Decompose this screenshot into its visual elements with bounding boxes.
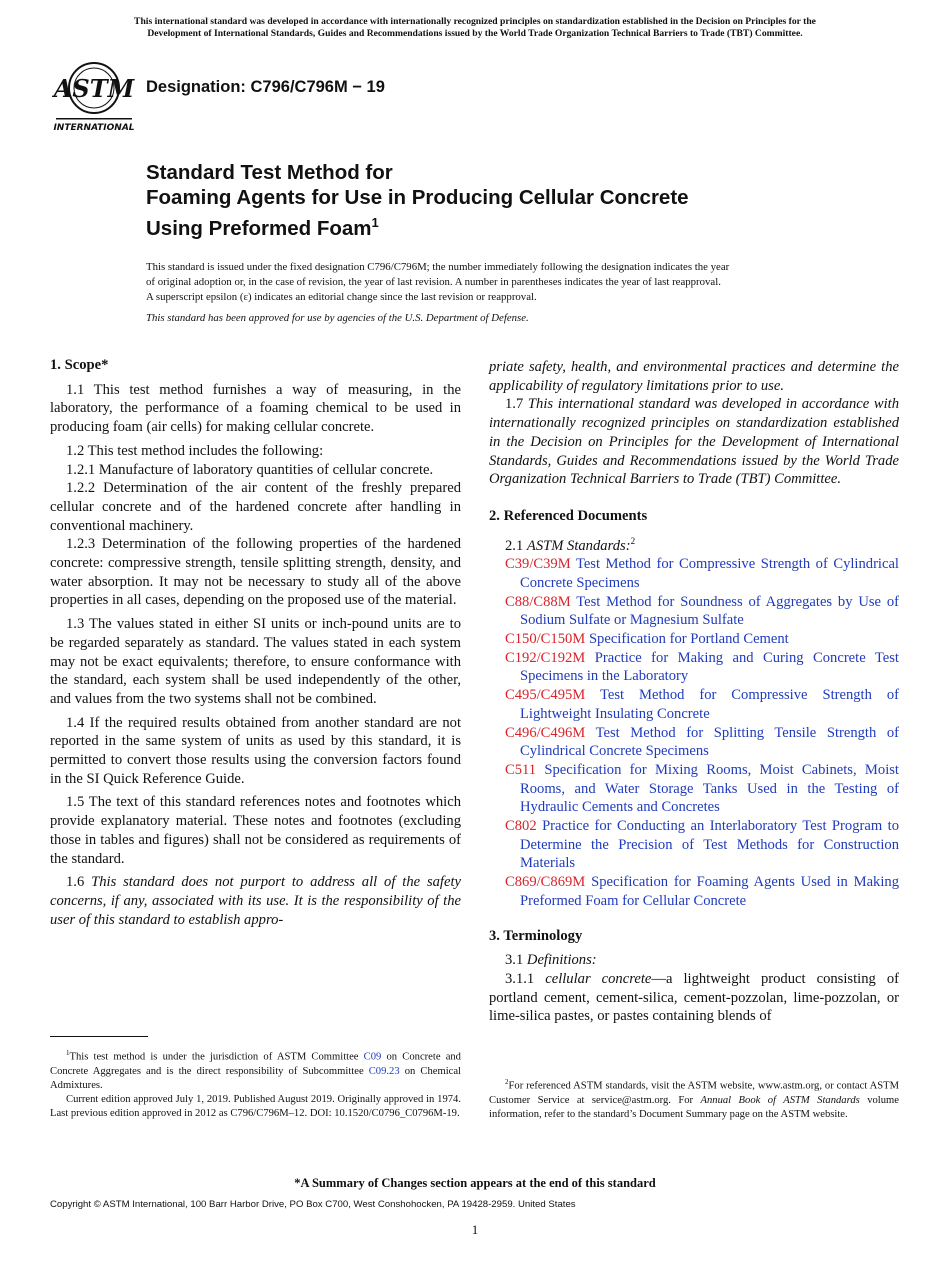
astm-logo bbox=[52, 58, 136, 134]
footnote-1-text-c: on Chemical Admixtures. bbox=[50, 1065, 461, 1091]
reference-item bbox=[489, 873, 899, 910]
reference-title-link[interactable]: Practice for Conducting an Interlaboratory Test Program to Determine the Precision of Test Methods for Construction Materials bbox=[520, 818, 899, 872]
issuance-note-line3: A superscript epsilon (ε) indicates an editorial change since the last revision or reapproval. bbox=[146, 291, 537, 303]
para-2-1-footnote-marker: 2 bbox=[630, 535, 636, 546]
para-1-5: 1.5 The text of this standard references notes and footnotes which provide explanatory material. These notes and footnotes (excluding those in tables and figures) shall not be considered as requirements of the standard. bbox=[50, 794, 461, 867]
issuance-note-line1: This standard is issued under the fixed designation C796/C796M; the number immediately following the designation indicates the year bbox=[146, 261, 730, 273]
reference-code-link[interactable]: C495/C495M bbox=[505, 687, 586, 704]
reference-code-link[interactable]: C869/C869M bbox=[505, 874, 586, 891]
reference-item bbox=[489, 593, 899, 630]
para-1-6-text: This standard does not purport to address all of the safety concerns, if any, associated with its use. It is the responsibility of the user of this standard to establish appro- bbox=[50, 874, 461, 928]
right-column bbox=[489, 358, 899, 1026]
committee-c09-link[interactable]: C09 bbox=[363, 1051, 382, 1063]
tbt-notice-line1: This international standard was developed in accordance with internationally recognized principles on standardization established in the Decision on Principles for the bbox=[134, 16, 816, 27]
reference-title-link[interactable]: Test Method for Compressive Strength of Lightweight Insulating Concrete bbox=[520, 687, 900, 722]
para-2-1-number: 2.1 bbox=[505, 537, 524, 554]
reference-title-link[interactable]: Specification for Mixing Rooms, Moist Cabinets, Moist Rooms, and Water Storage Tanks Used in the Testing of Hydraulic Cements and Concretes bbox=[520, 761, 899, 816]
svg-text:INTERNATIONAL: INTERNATIONAL bbox=[53, 123, 135, 133]
dod-approval-note: This standard has been approved for use by agencies of the U.S. Department of Defense. bbox=[146, 312, 529, 324]
section-2-heading: 2. Referenced Documents bbox=[489, 507, 648, 524]
para-1-2: 1.2 This test method includes the following: bbox=[66, 442, 324, 459]
reference-code-link[interactable]: C88/C88M bbox=[505, 593, 571, 610]
reference-code-link[interactable]: C150/C150M bbox=[505, 631, 586, 647]
footnote-2-text-b: volume information, refer to the standard’s Document Summary page on the ASTM website. bbox=[489, 1094, 899, 1120]
para-1-2-1: 1.2.1 Manufacture of laboratory quantities of cellular concrete. bbox=[66, 461, 434, 478]
referenced-standards-list bbox=[489, 555, 899, 910]
para-1-6 bbox=[50, 873, 461, 929]
reference-item bbox=[489, 630, 899, 649]
footnote-rule-left bbox=[50, 1036, 148, 1037]
para-2-1 bbox=[489, 532, 899, 556]
para-3-1-number: 3.1 bbox=[505, 952, 524, 969]
reference-item bbox=[489, 649, 899, 686]
section-3-heading: 3. Terminology bbox=[489, 927, 583, 944]
reference-title-link[interactable]: Test Method for Soundness of Aggregates by Use of Sodium Sulfate or Magnesium Sulfate bbox=[520, 593, 899, 629]
reference-item bbox=[489, 761, 899, 817]
footnote-2-italic: Annual Book of ASTM Standards bbox=[700, 1094, 860, 1106]
footnote-1-text-a: This test method is under the jurisdiction of ASTM Committee bbox=[69, 1051, 364, 1063]
footnote-1-marker: 1 bbox=[66, 1049, 70, 1057]
reference-item bbox=[489, 724, 899, 761]
para-3-1-1 bbox=[489, 970, 899, 1026]
title-line3 bbox=[146, 210, 689, 241]
reference-title-link[interactable]: Specification for Foaming Agents Used in Making Preformed Foam for Cellular Concrete bbox=[520, 874, 899, 909]
title-line1: Standard Test Method for bbox=[146, 161, 393, 184]
summary-of-changes-note: *A Summary of Changes section appears at the end of this standard bbox=[294, 1176, 656, 1190]
reference-item bbox=[489, 686, 899, 723]
svg-text:ASTM: ASTM bbox=[53, 74, 135, 103]
para-2-1-title: ASTM Standards: bbox=[526, 537, 631, 554]
document-title bbox=[146, 160, 689, 241]
para-1-6-number: 1.6 bbox=[66, 874, 85, 891]
para-3-1-1-number: 3.1.1 bbox=[505, 970, 535, 987]
reference-code-link[interactable]: C39/C39M bbox=[505, 556, 571, 573]
reference-title-link[interactable]: Specification for Portland Cement bbox=[588, 631, 789, 647]
footnote-2-marker: 2 bbox=[505, 1078, 509, 1086]
tbt-notice-line2: Development of International Standards, Guides and Recommendations issued by the World Trade Organization Technical Barriers to Trade (TBT) Committee. bbox=[147, 28, 803, 39]
reference-code-link[interactable]: C192/C192M bbox=[505, 649, 586, 666]
tbt-notice bbox=[45, 16, 905, 40]
reference-code-link[interactable]: C802 bbox=[505, 818, 537, 835]
definition-text: —a lightweight product consisting of portland cement, cement-silica, cement-pozzolan, lime-pozzolan, or lime-silica pastes, or pastes containing blends of bbox=[489, 970, 899, 1025]
para-3-1-title: Definitions: bbox=[526, 952, 597, 969]
section-1-heading: 1. Scope* bbox=[50, 357, 109, 373]
para-1-7-text: This international standard was developed in accordance with internationally recognized principles on standardization established in the Decision on Principles for the Development of International Standards, Guides and Recommendations issued by the World Trade Organization Technical Barriers to Trade (TBT) Committee. bbox=[489, 396, 900, 488]
footnote-1-text-b: on Concrete and Concrete Aggregates and is the direct responsibility of Subcommittee bbox=[50, 1051, 461, 1077]
reference-code-link[interactable]: C496/C496M bbox=[505, 724, 586, 741]
para-1-6-continued: priate safety, health, and environmental practices and determine the applicability of regulatory limitations prior to use. bbox=[489, 359, 899, 394]
subcommittee-c09-23-link[interactable]: C09.23 bbox=[368, 1065, 400, 1077]
copyright-line: Copyright © ASTM International, 100 Barr Harbor Drive, PO Box C700, West Conshohocken, PA 19428-2959. United States bbox=[50, 1199, 576, 1210]
left-column bbox=[50, 356, 461, 929]
page-number: 1 bbox=[471, 1222, 479, 1237]
title-line2: Foaming Agents for Use in Producing Cellular Concrete bbox=[146, 186, 689, 209]
para-1-2-3: 1.2.3 Determination of the following properties of the hardened concrete: compressive strength, tensile splitting strength, density, and water absorption. It may not be necessary to study all of the above properties in all cases, depending on the proposed use of the material. bbox=[50, 536, 461, 609]
issuance-note bbox=[146, 260, 826, 305]
para-3-1 bbox=[489, 951, 899, 970]
reference-title-link[interactable]: Test Method for Splitting Tensile Strength of Cylindrical Concrete Specimens bbox=[520, 724, 899, 760]
reference-code-link[interactable]: C511 bbox=[505, 761, 537, 778]
astm-logo-icon bbox=[52, 58, 136, 134]
footnote-2 bbox=[489, 1075, 899, 1122]
footnote-1-approval: Current edition approved July 1, 2019. Published August 2019. Originally approved in 1974. Last previous edition approved in 2012 as C796/C796M–12. DOI: 10.1520/C0796_C0796M-19. bbox=[50, 1093, 461, 1119]
definition-term: cellular concrete bbox=[545, 970, 652, 987]
para-1-7 bbox=[489, 395, 899, 489]
para-1-7-number: 1.7 bbox=[505, 396, 524, 413]
para-1-1: 1.1 This test method furnishes a way of measuring, in the laboratory, the performance of a foaming chemical to be used in producing foam (air cells) for making cellular concrete. bbox=[50, 381, 461, 436]
reference-item bbox=[489, 555, 899, 592]
footnote-2-text-a: For referenced ASTM standards, visit the ASTM website, www.astm.org, or contact ASTM Customer Service at service@astm.org. For bbox=[489, 1080, 899, 1106]
reference-title-link[interactable]: Practice for Making and Curing Concrete Test Specimens in the Laboratory bbox=[520, 649, 899, 685]
issuance-note-line2: of original adoption or, in the case of revision, the year of last revision. A number in parentheses indicates the year of last reapproval. bbox=[146, 276, 721, 288]
reference-item bbox=[489, 817, 899, 873]
designation: Designation: C796/C796M − 19 bbox=[146, 78, 385, 96]
title-footnote-marker: 1 bbox=[371, 215, 379, 230]
footnote-1 bbox=[50, 1046, 461, 1121]
title-line3-text: Using Preformed Foam bbox=[146, 216, 372, 240]
reference-title-link[interactable]: Test Method for Compressive Strength of Cylindrical Concrete Specimens bbox=[520, 556, 899, 591]
para-1-3: 1.3 The values stated in either SI units or inch-pound units are to be regarded separately as standard. The values stated in each system may not be exact equivalents; therefore, to ensure conformance with the standard, each system shall be used independently of the other, and values from the two systems shall not be combined. bbox=[50, 616, 461, 707]
para-1-2-2: 1.2.2 Determination of the air content of the freshly prepared cellular concrete and of the hardened concrete after handling in conventional machinery. bbox=[50, 480, 461, 534]
para-1-4: 1.4 If the required results obtained from another standard are not reported in the same system of units as used by this standard, it is permitted to convert those results using the conversion factors found in the SI Quick Reference Guide. bbox=[50, 714, 461, 787]
